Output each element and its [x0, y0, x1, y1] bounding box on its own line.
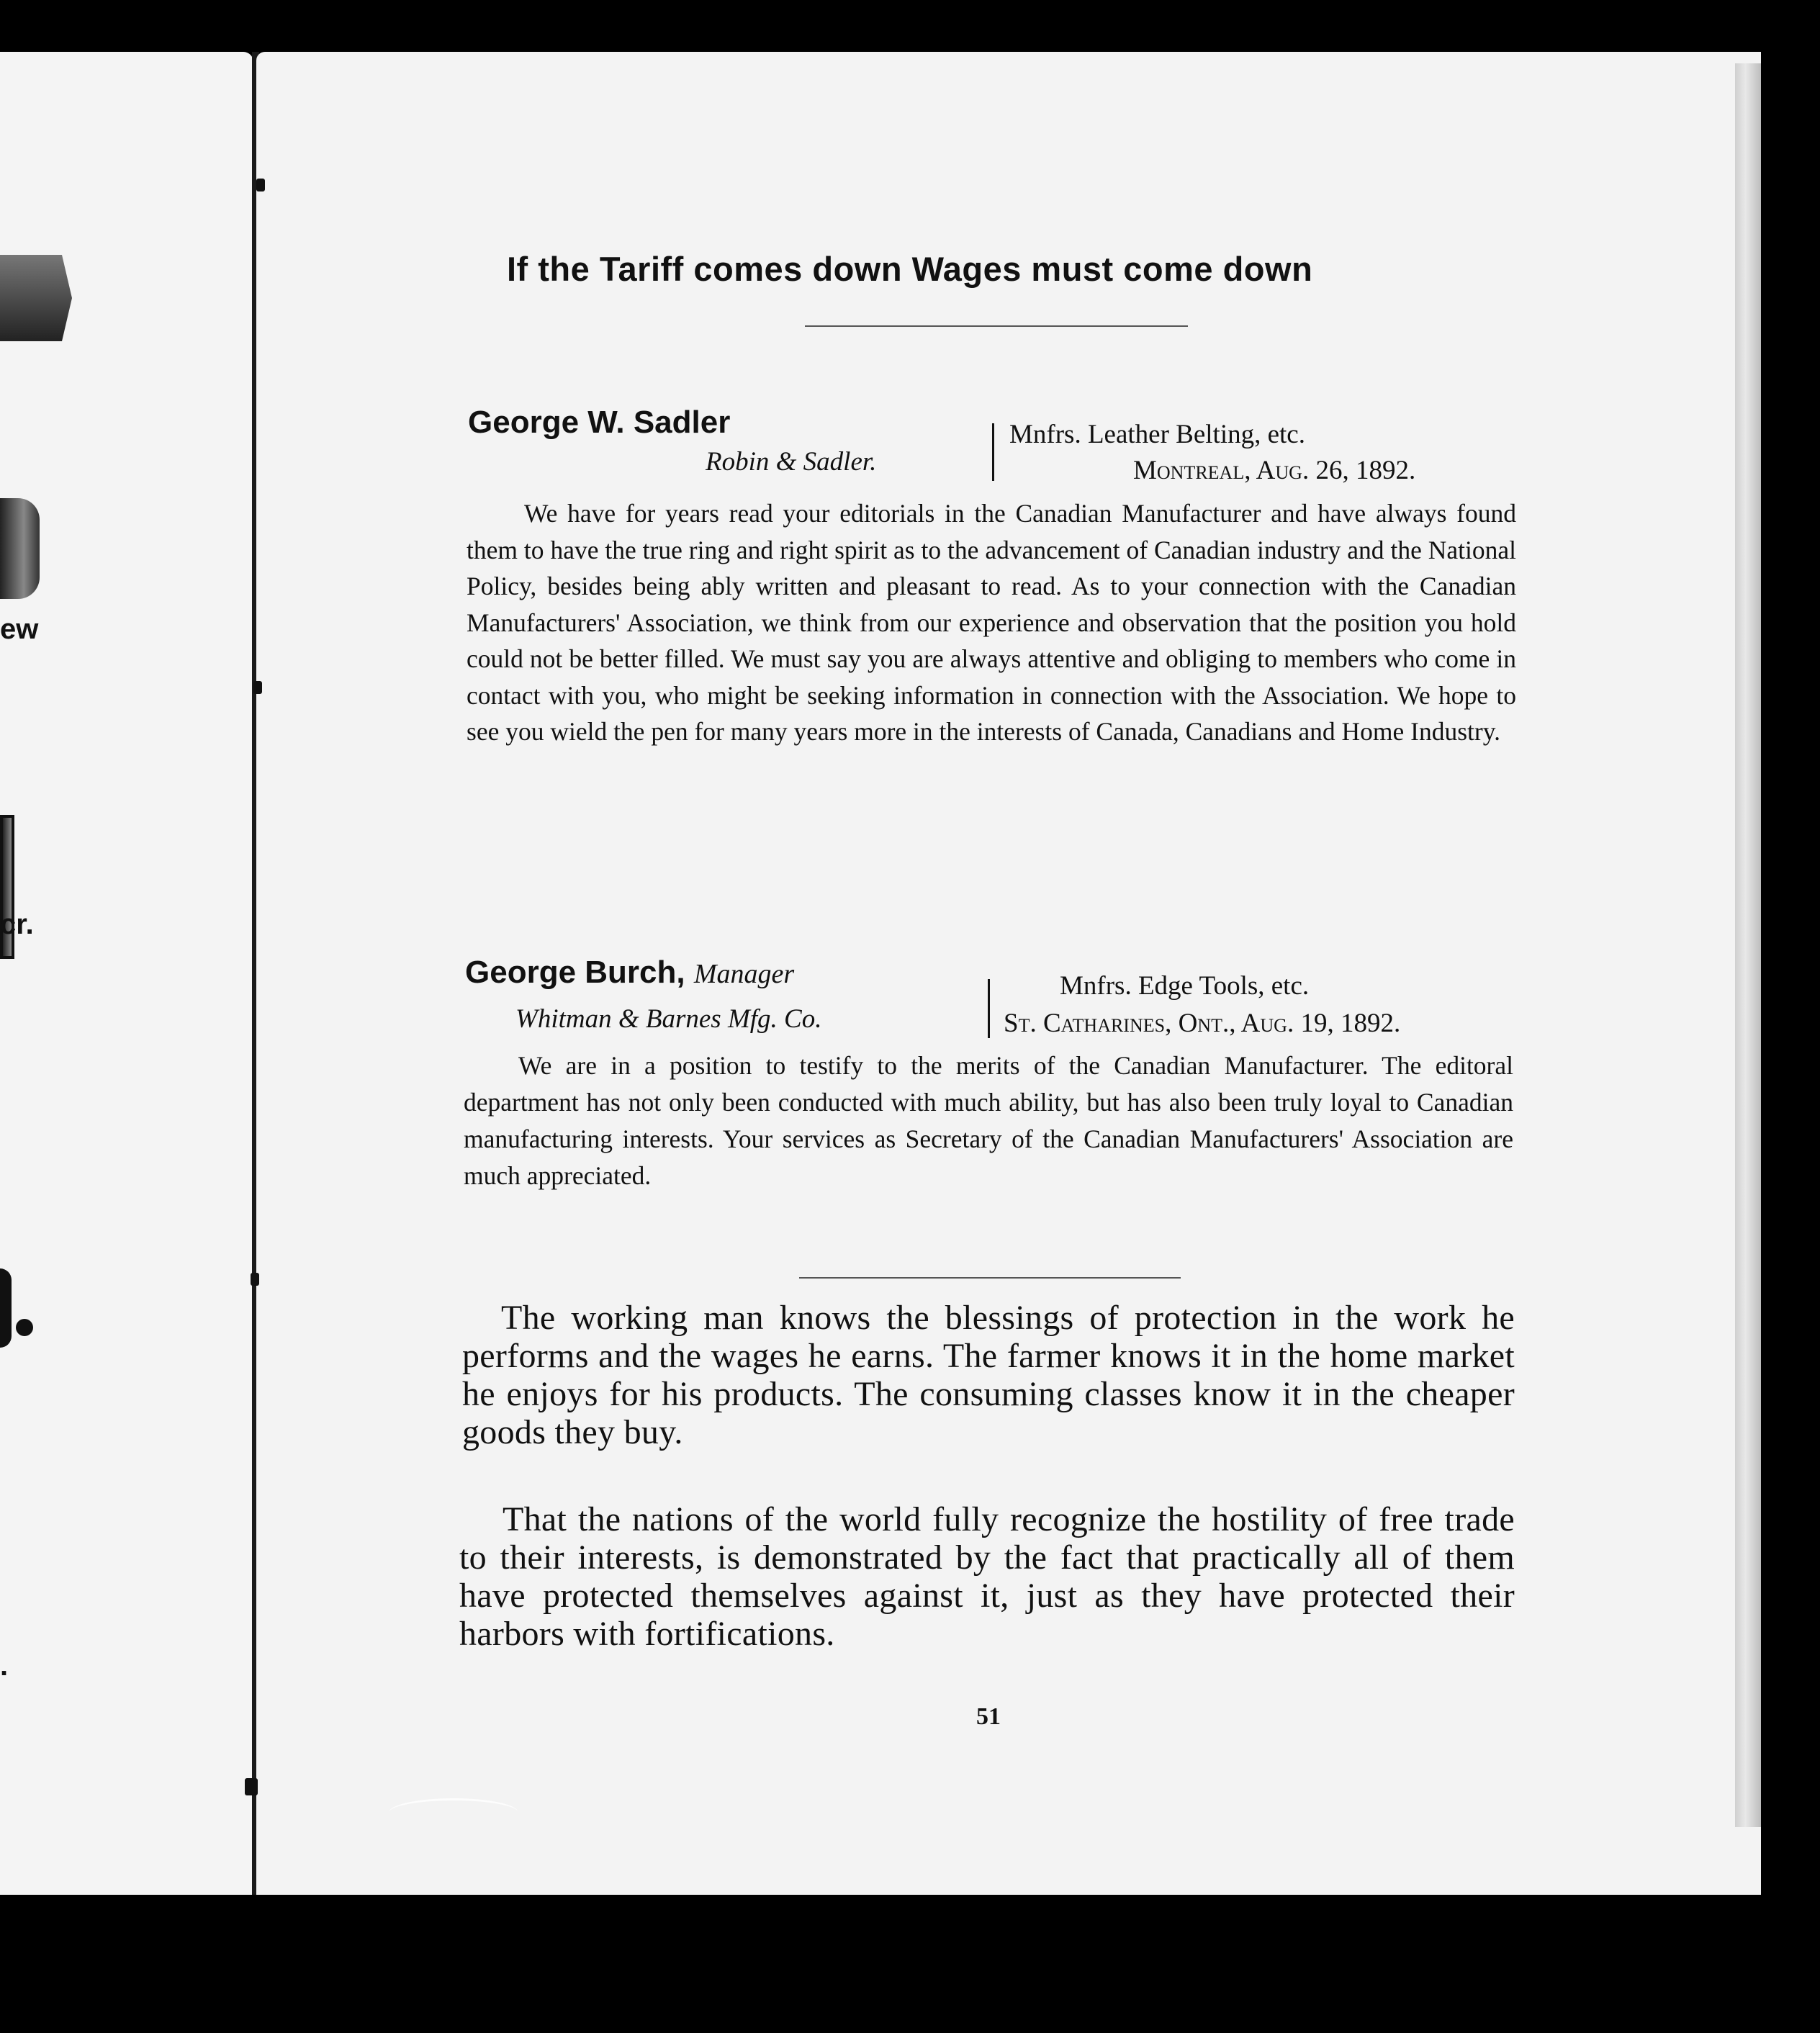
binding-mark — [245, 1778, 258, 1795]
page-edge — [1735, 63, 1761, 1827]
binding-mark — [251, 1273, 259, 1286]
tool-illustration-cylinder — [0, 498, 40, 599]
scan-smudge — [389, 1798, 518, 1827]
left-page-text-fragment-2: cr. — [0, 909, 34, 940]
letter-2-role: Manager — [693, 959, 795, 989]
letter-1-business: Mnfrs. Leather Belting, etc. — [1009, 420, 1305, 449]
page-title: If the Tariff comes down Wages must come down — [507, 250, 1313, 288]
left-page-dot — [16, 1319, 33, 1336]
letter-2-divider — [988, 979, 990, 1038]
letter-1-place-date: Montreal, Aug. 26, 1892. — [1133, 456, 1416, 485]
left-page-fragment — [0, 52, 253, 1895]
letter-1-divider — [992, 423, 994, 481]
binding-mark — [256, 179, 265, 191]
title-divider — [805, 325, 1188, 327]
page-number: 51 — [976, 1703, 1001, 1730]
tool-illustration-knob — [0, 1268, 12, 1348]
closing-paragraph-1: The working man knows the blessings of protection in the work he performs and the wages he earns. The farmer knows it in the home market he enjoys for his products. The consuming classes know it in the cheaper goods they buy. — [462, 1299, 1515, 1451]
closing-paragraph-2: That the nations of the world fully recognize the hostility of free trade to their interests, is demonstrated by the fact that practically all of them have protected themselves against it, just as they have protected their harbors with fortifications. — [459, 1500, 1515, 1653]
letter-1-author: George W. Sadler — [468, 405, 731, 440]
letter-2-place-date: St. Catharines, Ont., Aug. 19, 1892. — [1004, 1009, 1401, 1038]
letter-2-company: Whitman & Barnes Mfg. Co. — [515, 1004, 822, 1034]
letter-2-author: George Burch, Manager — [465, 955, 795, 990]
binding-mark — [253, 681, 262, 694]
left-page-text-fragment-1: ew — [0, 613, 39, 645]
letter-2-business: Mnfrs. Edge Tools, etc. — [1060, 971, 1310, 1001]
left-page-text-fragment-3: . — [0, 1650, 9, 1682]
section-divider — [799, 1277, 1181, 1279]
tool-illustration-bar — [0, 255, 72, 341]
letter-2-body: We are in a position to testify to the merits of the Canadian Manufacturer. The editoral department has not only been conducted with much ability, but has also been truly loyal to Canadian manufacturing interests. Your services as Secretary of the Canadian Manufacturers' Association are much appreciated. — [464, 1051, 1513, 1190]
letter-1-body: We have for years read your editorials in the Canadian Manufacturer and have always found them to have the true ring and right spirit as to the advancement of Canadian industry and the National Policy, besides being ably written and pleasant to read. As to your connection with the Canadian Manufacturers' Association, we think from our experience and observation that the position you hold could not be better filled. We must say you are always attentive and obliging to members who come in contact with you, who might be seeking information in connection with the Association. We hope to see you wield the pen for many years more in the interests of Canada, Canadians and Home Industry. — [467, 499, 1516, 746]
letter-1-company: Robin & Sadler. — [706, 447, 877, 477]
